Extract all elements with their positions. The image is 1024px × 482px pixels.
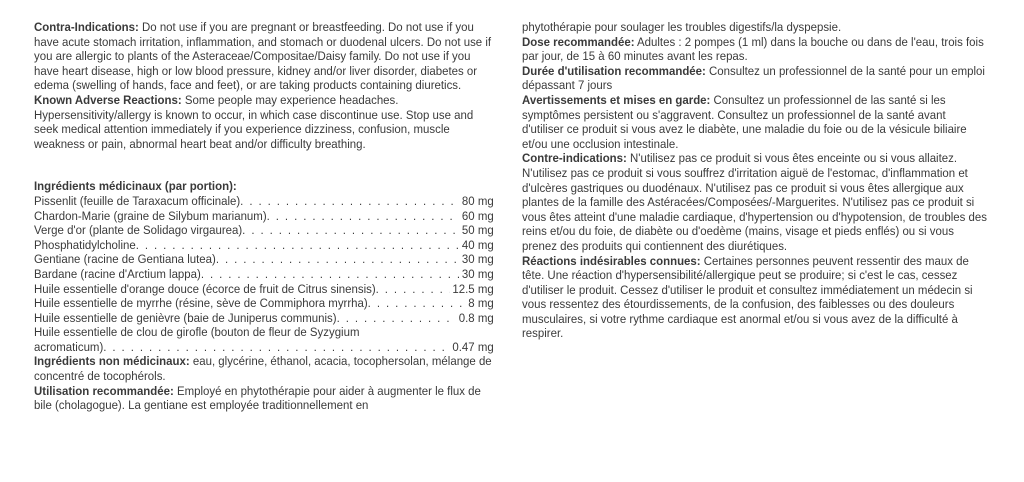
ingredient-row	[34, 267, 494, 282]
contra-indications-text: Do not use if you are pregnant or breastfeeding. Do not use if you have acute stomach irritation, inflammation, and stomach or duodenal ulcers. Do not use if you are allergic to plants of the Asteraceae/Compositae/Daisy family. Do not use if you have heart disease, high or low blood pressure, kidney and/or liver disorder, diabetes or edema (swelling of hands, face and feet), or are taking products containing diuretics.	[34, 20, 492, 93]
ingredient-row	[34, 194, 494, 209]
leader-dots	[337, 311, 456, 326]
leader-dots	[376, 282, 450, 297]
leader-dots	[242, 223, 459, 238]
ingredient-amount: 40 mg	[461, 237, 494, 252]
ingredient-name: Huile essentielle de genièvre (baie de Juniperus communis)	[34, 310, 337, 325]
leader-dots	[216, 252, 459, 267]
dose-heading: Dose recommandée:	[522, 34, 635, 49]
reactions-heading: Réactions indésirables connues:	[522, 253, 701, 268]
non-medicinal-ingredients-paragraph	[34, 354, 494, 383]
duration-paragraph	[522, 64, 988, 93]
adverse-reactions-heading: Known Adverse Reactions:	[34, 92, 182, 107]
contre-indications-heading: Contre-indications:	[522, 151, 627, 166]
duration-text: Consultez un professionnel de la santé pour un emploi dépassant 7 jours	[522, 63, 985, 93]
leader-dots	[368, 296, 466, 311]
non-medicinal-text: eau, glycérine, éthanol, acacia, tocophersolan, mélange de concentré de tocophérols.	[34, 354, 492, 384]
recommended-use-text: Employé en phytothérapie pour aider à augmenter le flux de bile (cholagogue). La gentiane est employée traditionnellement en	[34, 383, 481, 413]
ingredient-name: Chardon-Marie (graine de Silybum marianum)	[34, 208, 267, 223]
ingredient-clove-name-cont: acromaticum)	[34, 339, 104, 354]
contra-indications-heading: Contra-Indications:	[34, 20, 139, 34]
leader-dots	[136, 238, 459, 253]
adverse-reactions-text: Some people may experience headaches. Hypersensitivity/allergy is known to occur, in which case discontinue use. Stop use and seek medical attention immediately if you experience dizziness, confusion, muscle weakness or pain, abnormal heart beat and/or difficulty breathing.	[34, 92, 474, 151]
use-continuation-text: phytothérapie pour soulager les troubles digestifs/la dyspepsie.	[522, 20, 842, 34]
ingredient-name: Huile essentielle d'orange douce (écorce de fruit de Citrus sinensis)	[34, 281, 376, 296]
medicinal-ingredients-heading: Ingrédients médicinaux (par portion):	[34, 179, 237, 194]
section-spacer	[34, 151, 496, 179]
ingredient-clove-name: Huile essentielle de clou de girofle (bouton de fleur de Syzygium	[34, 325, 360, 340]
contra-indications-paragraph	[34, 20, 494, 93]
ingredient-row	[34, 282, 494, 297]
contre-indications-paragraph	[522, 151, 988, 253]
ingredient-name: Phosphatidylcholine	[34, 237, 136, 252]
ingredient-amount: 30 mg	[461, 252, 494, 267]
duration-heading: Durée d'utilisation recommandée:	[522, 63, 706, 78]
ingredient-row	[34, 223, 494, 238]
leader-dots	[103, 340, 449, 355]
ingredient-name: Verge d'or (plante de Solidago virgaurea)	[34, 223, 243, 238]
ingredient-clove-amount: 0.47 mg	[452, 339, 494, 354]
recommended-use-paragraph	[34, 384, 494, 413]
ingredient-row	[34, 209, 494, 224]
ingredient-row	[34, 311, 494, 326]
leader-dots	[240, 194, 459, 209]
warnings-paragraph	[522, 93, 988, 151]
non-medicinal-heading: Ingrédients non médicinaux:	[34, 354, 190, 369]
reactions-paragraph	[522, 254, 988, 342]
ingredient-name: Gentiane (racine de Gentiana lutea)	[34, 252, 216, 267]
ingredient-row	[34, 252, 494, 267]
ingredient-row	[34, 238, 494, 253]
leader-dots	[201, 267, 459, 282]
ingredient-row	[34, 296, 494, 311]
ingredient-amount: 0.8 mg	[458, 310, 494, 325]
reactions-text: Certaines personnes peuvent ressentir des maux de tête. Une réaction d'hypersensibilité/allergique peut se produire; si c'est le cas, cessez d'utiliser le produit. Cessez d'utiliser le produit et consultez immédiatement un médecin si vous ressentez des étourdissements, de la confusion, des faiblesses ou des douleurs musculaires, si votre rythme cardiaque est anormal et/ou si vous avez de la difficulté à respirer.	[522, 253, 973, 341]
ingredient-amount: 50 mg	[461, 223, 494, 238]
ingredient-amount: 8 mg	[468, 296, 494, 311]
french-right-column	[522, 20, 990, 341]
ingredient-name: Pissenlit (feuille de Taraxacum officinale)	[34, 193, 241, 208]
ingredient-amount: 80 mg	[461, 193, 494, 208]
recommended-use-heading: Utilisation recommandée:	[34, 383, 174, 398]
ingredient-amount: 30 mg	[461, 266, 494, 281]
english-french-left-column	[34, 20, 496, 413]
ingredient-amount: 12.5 mg	[452, 281, 494, 296]
adverse-reactions-paragraph	[34, 93, 494, 151]
ingredient-clove-row	[34, 340, 494, 355]
dose-text: Adultes : 2 pompes (1 ml) dans la bouche ou dans de l'eau, trois fois par jour, de 15 à 60 minutes avant les repas.	[522, 34, 984, 64]
warnings-text: Consultez un professionnel de las santé si les symptômes persistent ou s'aggravent. Consultez un professionnel de la santé avant d'utiliser ce produit si vous avez le diabète, une maladie du foie ou de la vésicule biliaire et/ou une occlusion intestinale.	[522, 92, 967, 151]
ingredient-amount: 60 mg	[461, 208, 494, 223]
ingredient-list	[34, 194, 496, 325]
ingredient-name: Bardane (racine d'Arctium lappa)	[34, 266, 201, 281]
warnings-heading: Avertissements et mises en garde:	[522, 92, 711, 107]
dose-paragraph	[522, 35, 988, 64]
contre-indications-text: N'utilisez pas ce produit si vous êtes enceinte ou si vous allaitez. N'utilisez pas ce produit si vous souffrez d'irritation aiguë de l'estomac, d'inflammation et d'ulcères gastriques ou duodénaux. N'utilisez pas ce produit si vous êtes allergique aux plantes de la famille des Astéracées/Composées/-Marguerites. N'utilisez pas ce produit si vous êtes atteint d'une maladie cardiaque, d'hypertension ou d'hypotension, de troubles des reins et/ou du foie, de diabète ou d'oedème (mains, visage et pieds enflés) ou si vous prenez des produits qui contiennent des diurétiques.	[522, 151, 987, 253]
ingredient-name: Huile essentielle de myrrhe (résine, sève de Commiphora myrrha)	[34, 296, 368, 311]
leader-dots	[267, 209, 460, 224]
